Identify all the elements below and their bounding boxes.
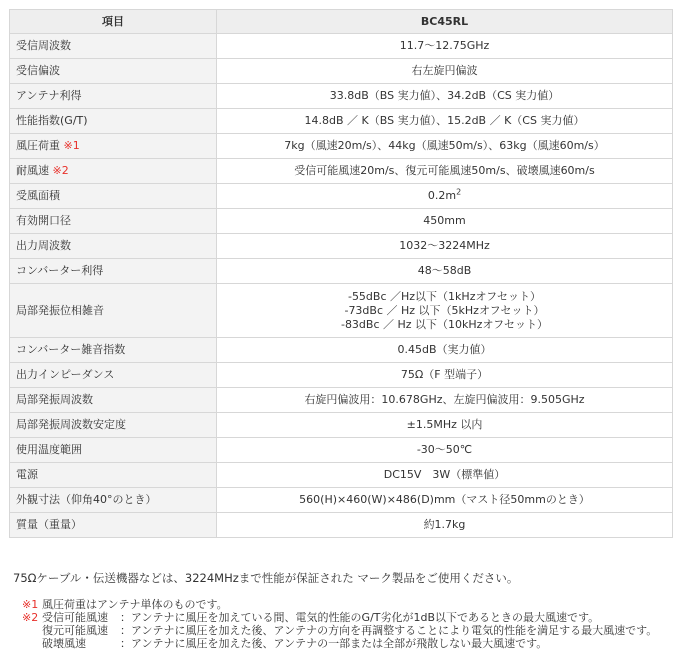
footnotes <box>22 598 657 650</box>
row-value: 450mm <box>217 209 673 234</box>
row-value: 受信可能風速20m/s、復元可能風速50m/s、破壊風速60m/s <box>217 159 673 184</box>
value-line: -73dBc ／ Hz 以下（5kHzオフセット） <box>344 303 545 317</box>
table-row <box>10 234 673 259</box>
table-row <box>10 159 673 184</box>
row-value: 右左旋円偏波 <box>217 59 673 84</box>
table-row <box>10 463 673 488</box>
row-label: 受風面積 <box>10 184 217 209</box>
row-value: 約1.7kg <box>217 513 673 538</box>
row-label: アンテナ利得 <box>10 84 217 109</box>
header-model: BC45RL <box>217 10 673 34</box>
footnote-term: 受信可能風速 <box>42 611 108 624</box>
spec-table <box>9 9 673 538</box>
row-label: 耐風速 <box>16 164 49 177</box>
row-label: 風圧荷重 <box>16 139 60 152</box>
footnote-2 <box>22 611 657 624</box>
cable-note: 75Ωケーブル・伝送機器などは、3224MHzまで性能が保証された マーク製品をご使用ください。 <box>13 571 519 585</box>
row-value: 0.45dB（実力値） <box>217 338 673 363</box>
row-value: ±1.5MHz 以内 <box>217 413 673 438</box>
footnote-text: ：アンテナに風圧を加えた後、アンテナの一部または全部が飛散しない最大風速です。 <box>120 637 548 650</box>
row-value: 14.8dB ／ K（BS 実力値）、15.2dB ／ K（CS 実力値） <box>217 109 673 134</box>
row-label: 出力インピーダンス <box>10 363 217 388</box>
table-row <box>10 209 673 234</box>
table-row <box>10 184 673 209</box>
table-row <box>10 84 673 109</box>
row-label-cell <box>10 134 217 159</box>
table-row <box>10 109 673 134</box>
footnote-3 <box>22 624 657 637</box>
value-line: -55dBc ／Hz以下（1kHzオフセット） <box>347 289 542 303</box>
row-value: 右旋円偏波用：10.678GHz、左旋円偏波用：9.505GHz <box>217 388 673 413</box>
row-label: 外観寸法（仰角40°のとき） <box>10 488 217 513</box>
row-value: 75Ω（F 型端子） <box>217 363 673 388</box>
table-row <box>10 413 673 438</box>
row-label: コンバーター利得 <box>10 259 217 284</box>
footnote-1 <box>22 598 657 611</box>
footnote-text: 風圧荷重はアンテナ単体のものです。 <box>42 598 228 611</box>
table-row <box>10 34 673 59</box>
row-label: 局部発振位相雑音 <box>10 284 217 338</box>
table-row <box>10 513 673 538</box>
row-label: 有効開口径 <box>10 209 217 234</box>
row-label: 電源 <box>10 463 217 488</box>
row-value: 560(H)×460(W)×486(D)mm（マスト径50mmのとき） <box>217 488 673 513</box>
row-label: 性能指数(G/T) <box>10 109 217 134</box>
table-row <box>10 134 673 159</box>
row-value: 11.7〜12.75GHz <box>217 34 673 59</box>
value-line: -83dBc ／ Hz 以下（10kHzオフセット） <box>340 317 549 331</box>
table-row <box>10 488 673 513</box>
table-row <box>10 438 673 463</box>
footnote-text: ：アンテナに風圧を加えた後、アンテナの方向を再調整することにより電気的性能を満足する最大風速です。 <box>120 624 658 637</box>
row-value-cell <box>217 284 673 338</box>
row-label-cell <box>10 159 217 184</box>
row-label: 受信周波数 <box>10 34 217 59</box>
row-value: DC15V 3W（標準値） <box>217 463 673 488</box>
row-value: -30〜50℃ <box>217 438 673 463</box>
footnote-mark-2: ※2 <box>52 164 69 177</box>
row-label: 局部発振周波数安定度 <box>10 413 217 438</box>
table-row <box>10 388 673 413</box>
row-value-cell <box>217 184 673 209</box>
row-value: 33.8dB（BS 実力値）、34.2dB（CS 実力値） <box>217 84 673 109</box>
footnote-term: 破壊風速 <box>42 637 86 650</box>
row-label: 出力周波数 <box>10 234 217 259</box>
row-value: 1032〜3224MHz <box>217 234 673 259</box>
footnote-mark: ※1 <box>22 598 39 611</box>
row-label: 質量（重量） <box>10 513 217 538</box>
footnote-term: 復元可能風速 <box>42 624 108 637</box>
row-value: 48〜58dB <box>217 259 673 284</box>
footnote-4 <box>22 637 657 650</box>
row-value: 7kg（風速20m/s）、44kg（風速50m/s）、63kg（風速60m/s） <box>217 134 673 159</box>
row-label: 受信偏波 <box>10 59 217 84</box>
table-row <box>10 59 673 84</box>
footnote-text: ：アンテナに風圧を加えている間、電気的性能のG/T劣化が1dB以下であるときの最大風速です。 <box>120 611 600 624</box>
footnote-mark: ※2 <box>22 611 39 624</box>
row-label: 使用温度範囲 <box>10 438 217 463</box>
table-row <box>10 338 673 363</box>
superscript: 2 <box>456 187 462 197</box>
table-row <box>10 363 673 388</box>
row-label: 局部発振周波数 <box>10 388 217 413</box>
table-row <box>10 259 673 284</box>
footnote-mark-1: ※1 <box>63 139 80 152</box>
row-value: 0.2m <box>427 189 457 202</box>
header-item: 項目 <box>10 10 217 34</box>
table-header-row <box>10 10 673 34</box>
table-row <box>10 284 673 338</box>
row-label: コンバーター雑音指数 <box>10 338 217 363</box>
